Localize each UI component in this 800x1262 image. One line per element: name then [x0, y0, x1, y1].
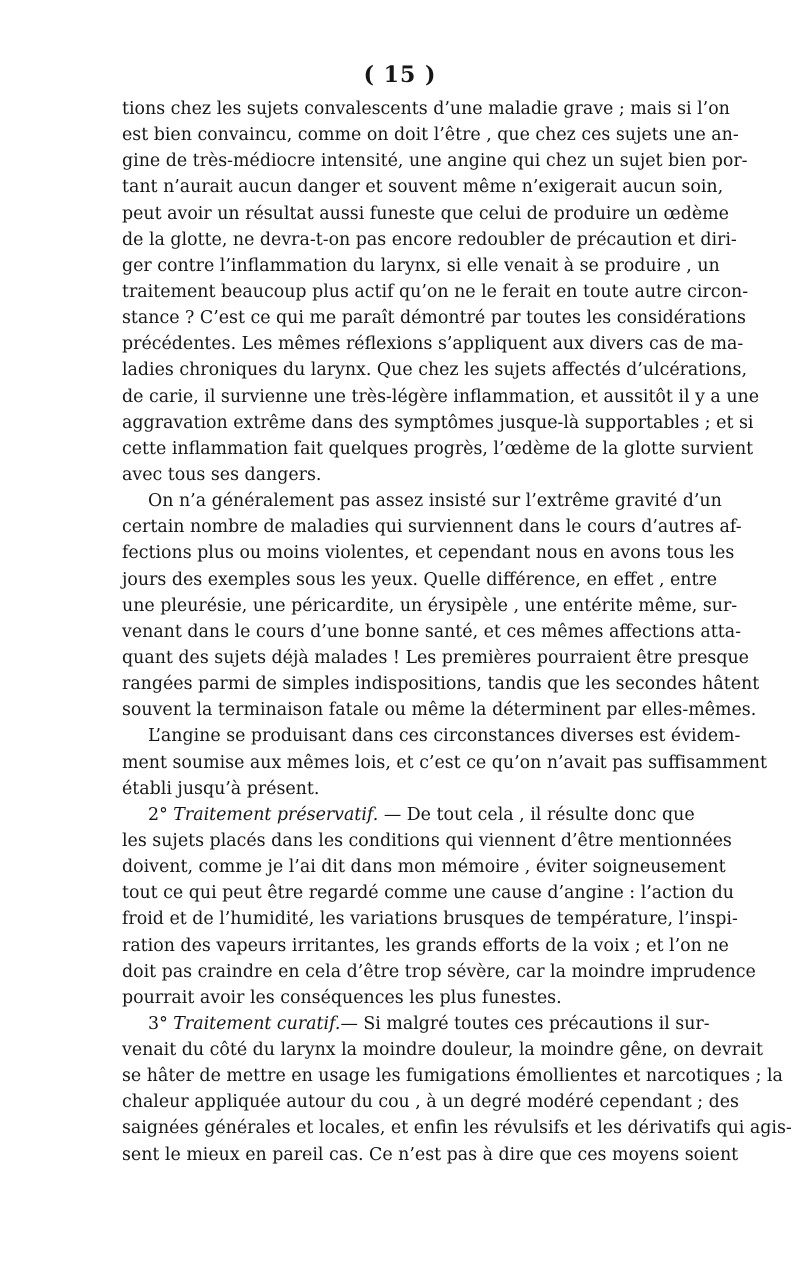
- text-line: tant n’aurait aucun danger et souvent même n’exigerait aucun soin,: [122, 177, 724, 198]
- text-run: — Si malgré toutes ces précautions il sur-: [340, 1013, 710, 1034]
- text-line: de carie, il survienne une très-légère inflammation, et aussitôt il y a une: [122, 386, 760, 407]
- text-line: souvent la terminaison fatale ou même la déterminent par elles-mêmes.: [122, 700, 757, 721]
- text-line: jours des exemples sous les yeux. Quelle différence, en effet , entre: [122, 569, 718, 590]
- text-line: peut avoir un résultat aussi funeste que celui de produire un œdème: [122, 203, 729, 224]
- text-line: cette inflammation fait quelques progrès, l’œdème de la glotte survient: [122, 438, 754, 459]
- text-line: de la glotte, ne devra-t-on pas encore redoubler de précaution et diri-: [122, 229, 737, 250]
- text-line: tions chez les sujets convalescents d’une maladie grave ; mais si l’on: [122, 99, 730, 119]
- text-line: pourrait avoir les conséquences les plus funestes.: [122, 987, 562, 1008]
- section-number: 3°: [148, 1013, 168, 1034]
- text-line: gine de très-médiocre intensité, une angine qui chez un sujet bien por-: [122, 151, 748, 172]
- text-line: établi jusqu’à présent.: [122, 778, 320, 799]
- text-line: stance ? C’est ce qui me paraît démontré par toutes les considérations: [122, 308, 746, 329]
- text-line: saignées générales et locales, et enfin les révulsifs et les dérivatifs qui agis-: [122, 1118, 792, 1139]
- text-line: ration des vapeurs irritantes, les grands efforts de la voix ; et l’on ne: [122, 935, 729, 956]
- text-line: sent le mieux en pareil cas. Ce n’est pas à dire que ces moyens soient: [122, 1144, 739, 1165]
- text-line: aggravation extrême dans des symptômes jusque-là supportables ; et si: [122, 412, 754, 433]
- section-number: 2°: [148, 804, 168, 825]
- page-number: ( 15 ): [363, 62, 437, 88]
- text-line: doivent, comme je l’ai dit dans mon mémoire , éviter soigneusement: [122, 857, 726, 878]
- text-line: précédentes. Les mêmes réflexions s’appliquent aux divers cas de ma-: [122, 334, 744, 355]
- text-line: avec tous ses dangers.: [122, 464, 322, 485]
- section-heading-line: [122, 802, 695, 828]
- text-line: se hâter de mettre en usage les fumigations émollientes et narcotiques ; la: [122, 1066, 783, 1087]
- text-line: doit pas craindre en cela d’être trop sévère, car la moindre imprudence: [122, 961, 756, 982]
- text-line: rangées parmi de simples indispositions, tandis que les secondes hâtent: [122, 674, 760, 695]
- text-run: — De tout cela , il résulte donc que: [383, 804, 695, 825]
- text-line: quant des sujets déjà malades ! Les premières pourraient être presque: [122, 647, 749, 668]
- body-text: [122, 96, 792, 1168]
- text-line: chaleur appliquée autour du cou , à un degré modéré cependant ; des: [122, 1092, 739, 1113]
- text-line: traitement beaucoup plus actif qu’on ne le ferait en toute autre circon-: [122, 281, 749, 302]
- text-line: L’angine se produisant dans ces circonstances diverses est évidem-: [148, 726, 741, 747]
- text-line: tout ce qui peut être regardé comme une cause d’angine : l’action du: [122, 883, 734, 904]
- text-line: est bien convaincu, comme on doit l’être , que chez ces sujets une an-: [122, 125, 739, 146]
- section-heading-line: [122, 1011, 710, 1037]
- text-line: ger contre l’inflammation du larynx, si elle venait à se produire , un: [122, 255, 720, 276]
- section-title-curatif: Traitement curatif.: [173, 1013, 341, 1034]
- text-line: une pleurésie, une péricardite, un érysipèle , une entérite même, sur-: [122, 595, 738, 616]
- text-line: On n’a généralement pas assez insisté sur l’extrême gravité d’un: [148, 491, 722, 512]
- text-line: froid et de l’humidité, les variations brusques de température, l’inspi-: [122, 909, 738, 930]
- text-line: certain nombre de maladies qui surviennent dans le cours d’autres af-: [122, 517, 742, 538]
- text-line: fections plus ou moins violentes, et cependant nous en avons tous les: [122, 543, 735, 564]
- text-line: venant dans le cours d’une bonne santé, et ces mêmes affections atta-: [122, 621, 741, 642]
- text-line: ment soumise aux mêmes lois, et c’est ce qu’on n’avait pas suffisamment: [122, 752, 767, 773]
- text-line: les sujets placés dans les conditions qui viennent d’être mentionnées: [122, 830, 732, 851]
- section-title-preservatif: Traitement préservatif.: [173, 804, 379, 825]
- text-line: ladies chroniques du larynx. Que chez les sujets affectés d’ulcérations,: [122, 360, 747, 381]
- text-line: venait du côté du larynx la moindre douleur, la moindre gêne, on devrait: [122, 1040, 763, 1061]
